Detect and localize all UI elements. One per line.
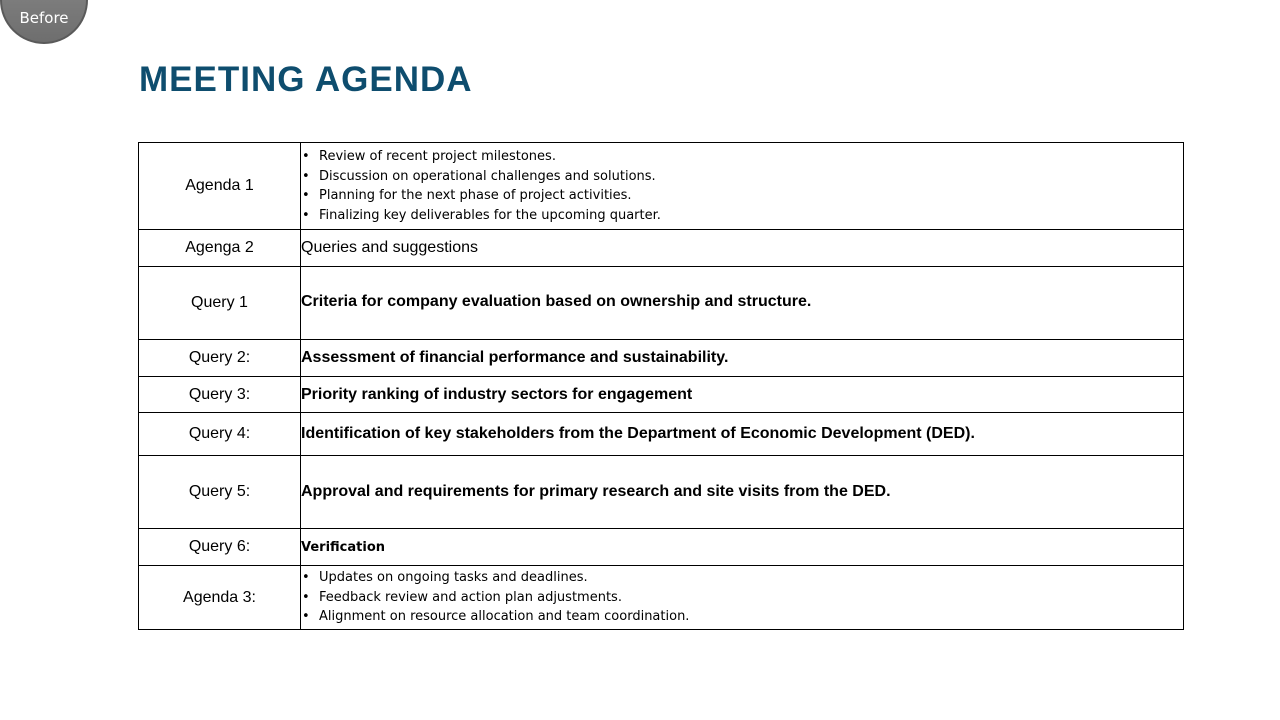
row-label: Query 4:	[139, 413, 301, 456]
row-content: Criteria for company evaluation based on ownership and structure.	[301, 267, 1184, 340]
page-title: MEETING AGENDA	[139, 60, 473, 99]
row-label: Query 1	[139, 267, 301, 340]
row-content: Identification of key stakeholders from the Department of Economic Development (DED).	[301, 413, 1184, 456]
list-item: • Planning for the next phase of project activities.	[301, 186, 1183, 206]
row-label: Agenda 1	[139, 143, 301, 230]
list-item: • Discussion on operational challenges and solutions.	[301, 167, 1183, 187]
list-item: • Finalizing key deliverables for the upcoming quarter.	[301, 206, 1183, 226]
bullet-icon: •	[302, 589, 310, 605]
row-content	[301, 529, 1184, 566]
bullet-list	[301, 143, 1183, 229]
row-label: Query 2:	[139, 340, 301, 377]
list-item: • Alignment on resource allocation and team coordination.	[301, 607, 1183, 627]
list-item: • Feedback review and action plan adjustments.	[301, 588, 1183, 608]
bullet-icon: •	[302, 207, 310, 223]
table-row-query-2	[139, 340, 1184, 377]
list-item: • Review of recent project milestones.	[301, 147, 1183, 167]
bullet-icon: •	[302, 188, 310, 203]
table-row-query-5	[139, 456, 1184, 529]
row-label: Query 6:	[139, 529, 301, 566]
table-row-query-4	[139, 413, 1184, 456]
table-row-query-1	[139, 267, 1184, 340]
table-row-agenda-1	[139, 143, 1184, 230]
table-row-query-3	[139, 377, 1184, 413]
list-item: • Updates on ongoing tasks and deadlines.	[301, 568, 1183, 588]
verification-text: Verification	[301, 540, 386, 555]
bullet-list	[301, 566, 1183, 629]
row-content: Priority ranking of industry sectors for engagement	[301, 377, 1184, 413]
row-label: Agenda 3:	[139, 566, 301, 630]
row-label: Agenga 2	[139, 230, 301, 267]
row-label: Query 3:	[139, 377, 301, 413]
table-row-agenda-3	[139, 566, 1184, 630]
bullet-icon: •	[302, 609, 310, 625]
row-content: Queries and suggestions	[301, 230, 1184, 267]
agenda-table	[138, 142, 1184, 630]
row-content: Approval and requirements for primary research and site visits from the DED.	[301, 456, 1184, 529]
table-row-query-6	[139, 529, 1184, 566]
bullet-icon: •	[302, 168, 310, 184]
row-content: Assessment of financial performance and sustainability.	[301, 340, 1184, 377]
row-content	[301, 143, 1184, 230]
bullet-icon: •	[302, 570, 310, 586]
bullet-icon: •	[302, 149, 310, 164]
before-badge-label: Before	[19, 9, 69, 27]
table-row-agenda-2	[139, 230, 1184, 267]
row-content	[301, 566, 1184, 630]
row-label: Query 5:	[139, 456, 301, 529]
